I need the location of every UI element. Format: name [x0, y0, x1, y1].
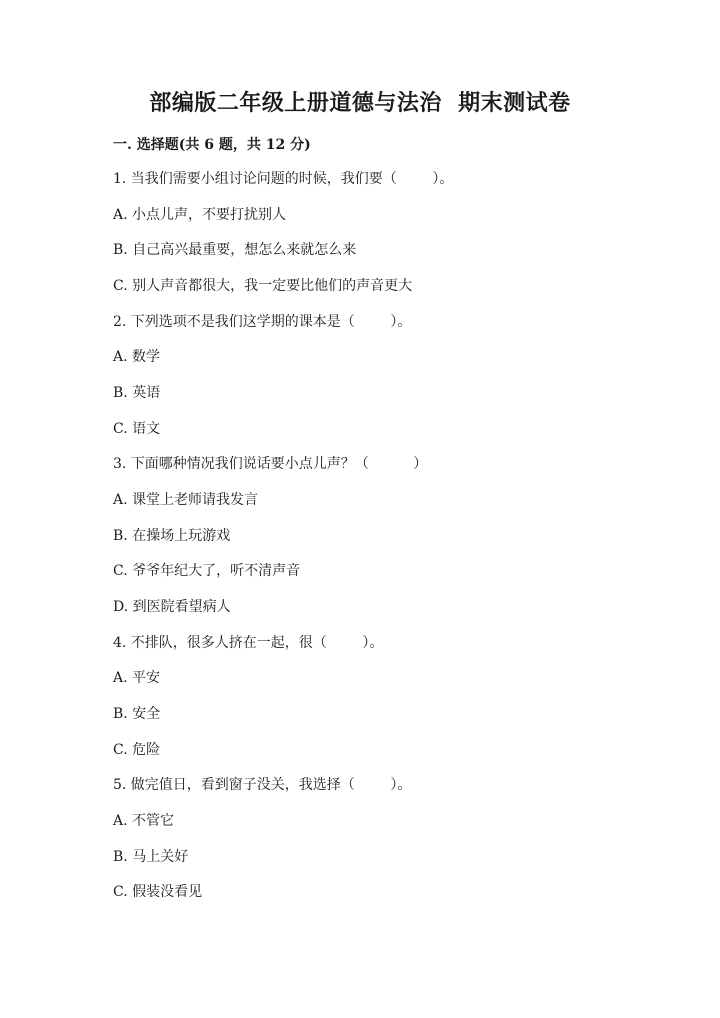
question-stem-4: 4. 不排队，很多人挤在一起，很（ ）。	[113, 635, 384, 651]
page-title: 部编版二年级上册道德与法治 期末测试卷	[149, 90, 571, 116]
question-4-option-b: B. 安全	[113, 706, 161, 722]
question-stem-2: 2. 下列选项不是我们这学期的课本是（ ）。	[113, 314, 412, 330]
question-4-option-c: C. 危险	[113, 742, 161, 758]
question-stem-5: 5. 做完值日，看到窗子没关，我选择（ ）。	[113, 777, 412, 793]
question-2-option-b: B. 英语	[113, 385, 161, 401]
question-3-option-b: B. 在操场上玩游戏	[113, 528, 231, 544]
question-1-option-c: C. 别人声音都很大，我一定要比他们的声音更大	[113, 278, 413, 294]
question-2-option-c: C. 语文	[113, 421, 161, 437]
question-2-option-a: A. 数学	[113, 349, 161, 365]
section-heading: 一. 选择题(共 6 题，共 12 分)	[113, 137, 311, 153]
question-3-option-d: D. 到医院看望病人	[113, 599, 231, 615]
question-1-option-b: B. 自己高兴最重要，想怎么来就怎么来	[113, 242, 357, 258]
question-3-option-a: A. 课堂上老师请我发言	[113, 492, 259, 508]
question-5-option-c: C. 假装没看见	[113, 884, 203, 900]
question-3-option-c: C. 爷爷年纪大了，听不清声音	[113, 563, 301, 579]
question-5-option-a: A. 不管它	[113, 813, 175, 829]
question-stem-1: 1. 当我们需要小组讨论问题的时候，我们要（ ）。	[113, 171, 454, 187]
question-4-option-a: A. 平安	[113, 670, 161, 686]
question-stem-3: 3. 下面哪种情况我们说话要小点儿声？（ ）	[113, 456, 428, 472]
question-1-option-a: A. 小点儿声，不要打扰别人	[113, 207, 287, 223]
question-5-option-b: B. 马上关好	[113, 849, 189, 865]
